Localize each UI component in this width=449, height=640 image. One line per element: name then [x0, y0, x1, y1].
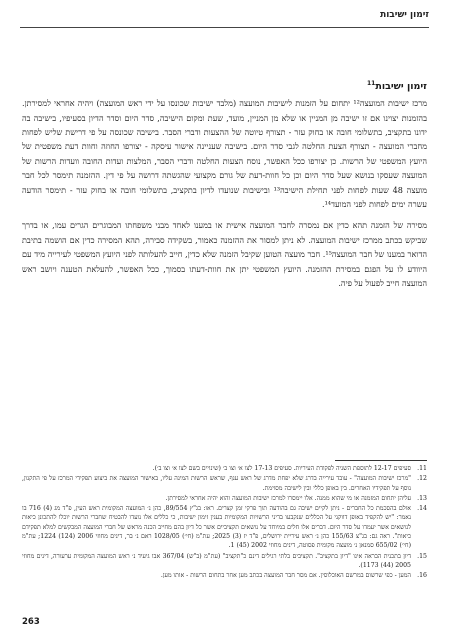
footnote-13 [22, 494, 427, 503]
main-content [22, 80, 427, 297]
footnote-text: המען - כפי שרשום במרשם האוכלוסין. אם מסר חבר המועצה בכתב מען אחר בתחום הרשות - אותו מען. [160, 572, 411, 580]
footnote-16 [22, 571, 427, 580]
body-paragraph-2: מסירה של הזמנה תהא כדין אם נמסרה לחבר המועצה אישית או במענו לאחד מבני משפחתו המבוגרים הגרים עמו, או בדרך שביקש בכתב ממרכז ישיבות המועצה. לא ניתן למסור את ההזמנה כאמור, בשקידה סבירה, תהא המסירה כדין אם הושמה בתיבת הדואר במענו של חבר המועצה¹⁵. חבר מועצה הטוען שקיבל הזמנה שלא כדין, חייב להעלותה לפני היועץ המשפטי לעירייה מיד עם היוודע לו על הפגם במסירת ההזמנה. היועץ המשפטי יתן את חוות-דעתו בסמוך, ככל האפשר, להעלאת הטענה ויושב ראש המועצה חייב לפעול על פיה. [22, 220, 427, 289]
footnotes [22, 464, 427, 582]
section-title [22, 80, 427, 92]
page-number: 263 [22, 617, 40, 627]
footnote-text: עליהן יתחום המזמנה או מי שהוא ממנה. אלו יימסרו למרכז ישיבות המועצה והוא יהיה אחראי למסירתן. [165, 494, 411, 502]
footnote-number: 13. [417, 494, 427, 502]
footnote-number: 16. [417, 572, 427, 580]
footnote-text: "מרכז ישיבות המועצה" - עובד עירייה בדרג שלא יפחת מדרג של ראש ענף, שראש הרשות המינה עליו, באישור המועצה את ביצוע תפקידי המרכז על פי התקנון, נוסף על תפקידיו האחרים. בין באופן כללי ובין לישיבה מסוימת. [22, 475, 411, 492]
footnote-number: 14. [417, 505, 427, 513]
footnote-text: אולם בהסכמת כל החברים - ניתן לקיים ישיבה גם בהודעה תוך פרקי זמן קצרים. ראו: בג"ץ 89/554, כהן נ׳ המועצה המקומית ראש העין, פ"ד מג (4) 716 בו נאמר: "יש להקפיד באופן דווקני על הכללים שנקבעו בדיני הרשויות המקומיות בענין זימון ישיבות, כי כללים אלו נועדו להבטיח שחברי הרשות יוכלו להתכונן כיאות לנושאים אשר יעמדו על סדר היום. דברים אלו חלים במיוחד על נושאים תקציביים אשר כל דיון בהם מחייב הכנה מראש של חברי המועצה המבקשים למלא תפקידם כיאות". ראה גם: בג"צ 155/63 כהן נ׳ ראש עיריית ירושלים, פ"ד יז (3) 2025; עת"מ (חי׳) 1028/05 ראם נ׳ בר, דינים מחוזי 2006 (124) 1224; עת"מ (חי׳) 655/02 סמנאן נ׳ מועצה מקומית פסוטה, דינים מחוזי 2002 (45) 1. [22, 505, 411, 550]
footnote-14 [22, 504, 427, 550]
footnote-number: 15. [417, 552, 427, 560]
header-rule [20, 27, 429, 28]
body-paragraph-1: מרכז ישיבות המועצה¹² יתחום על הזמנות לישיבות המועצה (מלבד ישיבות שכונסו על ידי ראש המועצה) ויהיה אחראי למסירתן. בהזמנות יצוינו אם זו ישיבה מן המניין או שלא מן המניין, מועד, שעת ומקום הישיבה, סדר היום וסדר הדיון בסעיפיו, בישיבה בה ידונו בתקציב, בתשלומי חובה או בחוק עזר - תצורף טיוטה של ההצעות ודברי הסבר. בישיבה שכונסה על פי דרישת שליש לפחות מחברי המועצה - תצורף הצעת החלטה לגבי סדר היום. בישיבה שעניינה אישור עיסקה - יצורפו החוזה וחוות דעת משפטית של היועץ המשפטי של הרשות. כן יצורפו ככל האפשר, נוסח הצעות החלטה ודברי הסבר, המלצות ועדות החובה וועדות הרשות של המועצה שעסקו בנושא שעל סדר היום וכן כל חוות-דעת של גורם מקצועי שהגשתה דרושה על פי דין. ההזמנה תימסר לכל חבר מועצה 48 שעות לפחות לפני תחילת הישיבה¹³ ובישיבות שנועדו לדיון בתקציב, בתשלומי חובה או בחוק עזר - תימסר הודעה עשרה ימים לפחות לפני המועד¹⁴. [22, 98, 428, 209]
section-title-text: זימון ישיבות [375, 81, 427, 93]
footnote-text: סעיפים 12-17 לתוספת השניה לפקודת העיריות. סעיפים 17-13 לצו א׳ וצו ב׳ (שינויים בשם לצו א׳ וצו ב׳). [152, 465, 411, 472]
footnote-15 [22, 552, 427, 571]
running-header: זימון ישיבות [380, 10, 429, 20]
footnote-12 [22, 474, 427, 493]
section-title-footnote-ref: 11 [366, 80, 376, 87]
footnote-11 [22, 464, 427, 473]
footnote-number: 12. [417, 475, 427, 483]
footnote-number: 11. [417, 465, 427, 472]
footnote-text: דיון בתכנית הבראה אינו "דיון בתקציב". תקציבים בלתי רגילים דינם כ"תקציב" (עת"מ (ב"ש) 367/04 אבו גיעיד נ׳ ראש המועצה המקומית ערעורה, דינים מחוזי 2005 (44) 1173). [22, 552, 411, 569]
footnote-separator [335, 460, 427, 461]
